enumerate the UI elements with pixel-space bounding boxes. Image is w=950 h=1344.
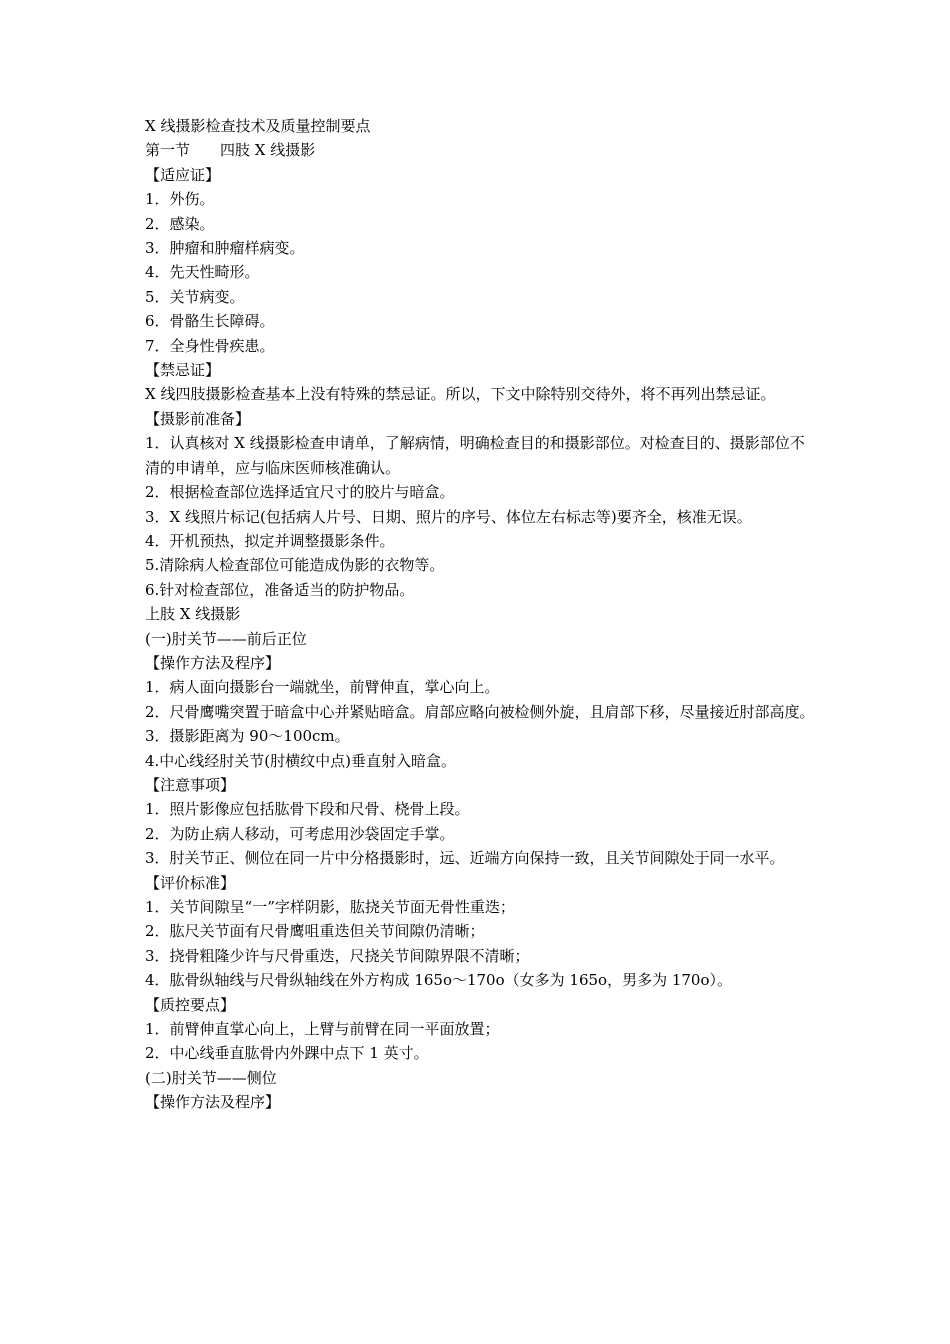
- list-item: 6.针对检查部位，准备适当的防护物品。: [145, 580, 415, 599]
- list-item: 3．肘关节正、侧位在同一片中分格摄影时，远、近端方向保持一致，且关节间隙处于同一水平。: [145, 849, 785, 868]
- heading-indications: 【适应证】: [145, 165, 221, 184]
- heading-preparation: 【摄影前准备】: [145, 409, 251, 428]
- section-prefix: 第一节: [145, 141, 191, 160]
- document-body: [145, 114, 815, 1115]
- list-item: 1．前臂伸直掌心向上，上臂与前臂在同一平面放置；: [145, 1020, 500, 1039]
- list-item: 2．根据检查部位选择适宜尺寸的胶片与暗盒。: [145, 483, 455, 502]
- heading-contraindications: 【禁忌证】: [145, 361, 221, 380]
- section-heading: [145, 138, 815, 162]
- heading-procedure: 【操作方法及程序】: [145, 653, 281, 672]
- list-item: 2．中心线垂直肱骨内外踝中点下 1 英寸。: [145, 1044, 429, 1063]
- list-item: 4．肱骨纵轴线与尺骨纵轴线在外方构成 165o～170o（女多为 165o，男多为 170o）。: [145, 971, 732, 990]
- heading-procedure: 【操作方法及程序】: [145, 1093, 281, 1112]
- list-item: 3．挠骨粗隆少许与尺骨重迭，尺挠关节间隙界限不清晰；: [145, 946, 530, 965]
- list-item: 1．病人面向摄影台一端就坐，前臂伸直，掌心向上。: [145, 678, 500, 697]
- list-item: 1．认真核对 X 线摄影检查申请单，了解病情，明确检查目的和摄影部位。对检查目的、摄影部位不清的申请单，应与临床医师核准确认。: [145, 434, 805, 477]
- document-title: X 线摄影检查技术及质量控制要点: [145, 117, 371, 135]
- list-item: 6．骨骼生长障碍。: [145, 312, 275, 331]
- list-item: 3．X 线照片标记(包括病人片号、日期、照片的序号、体位左右标志等)要齐全，核准无误。: [145, 507, 752, 526]
- list-item: 1．外伤。: [145, 190, 215, 209]
- list-item: 2．肱尺关节面有尺骨鹰咀重迭但关节间隙仍清晰；: [145, 922, 485, 941]
- list-item: 2．尺骨鹰嘴突置于暗盒中心并紧贴暗盒。肩部应略向被检侧外旋，且肩部下移，尽量接近肘部高度。: [145, 702, 815, 721]
- list-item: 2．为防止病人移动，可考虑用沙袋固定手掌。: [145, 824, 455, 843]
- paragraph: X 线四肢摄影检查基本上没有特殊的禁忌证。所以，下文中除特别交待外，将不再列出禁忌证。: [145, 385, 776, 404]
- section-title: 四肢 X 线摄影: [220, 141, 316, 160]
- subsection-item-heading: (一)肘关节——前后正位: [145, 629, 307, 648]
- list-item: 5．关节病变。: [145, 287, 245, 306]
- heading-qc: 【质控要点】: [145, 995, 236, 1014]
- list-item: 7．全身性骨疾患。: [145, 336, 275, 355]
- list-item: 1．照片影像应包括肱骨下段和尺骨、桡骨上段。: [145, 800, 470, 819]
- list-item: 3．摄影距离为 90～100cm。: [145, 727, 350, 746]
- list-item: 4．先天性畸形。: [145, 263, 260, 282]
- list-item: 1．关节间隙呈“一”字样阴影，肱挠关节面无骨性重迭；: [145, 898, 515, 916]
- subsection-item-heading: (二)肘关节——侧位: [145, 1068, 277, 1087]
- list-item: 5.清除病人检查部位可能造成伪影的衣物等。: [145, 556, 445, 575]
- heading-evaluation: 【评价标准】: [145, 873, 236, 892]
- list-item: 4.中心线经肘关节(肘横纹中点)垂直射入暗盒。: [145, 751, 457, 770]
- subsection-heading: 上肢 X 线摄影: [145, 605, 241, 624]
- list-item: 4．开机预热，拟定并调整摄影条件。: [145, 531, 395, 550]
- list-item: 2．感染。: [145, 214, 215, 233]
- list-item: 3．肿瘤和肿瘤样病变。: [145, 239, 305, 258]
- heading-notes: 【注意事项】: [145, 775, 236, 794]
